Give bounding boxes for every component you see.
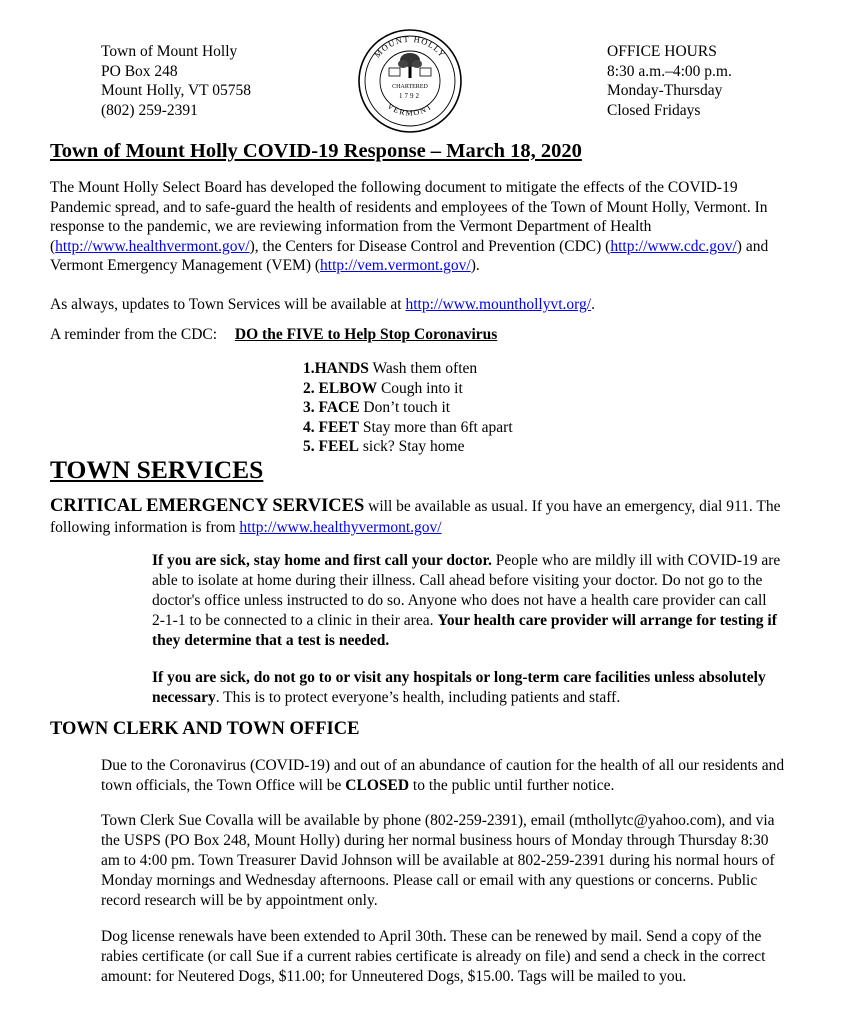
list-item: 2. ELBOW Cough into it — [303, 379, 463, 397]
svg-text:MOUNT HOLLY: MOUNT HOLLY — [372, 33, 449, 60]
cdc-link[interactable]: http://www.cdc.gov/ — [610, 237, 737, 255]
svg-text:1792: 1792 — [399, 92, 421, 100]
dog-license-paragraph: Dog license renewals have been extended to April 30th. These can be renewed by mail. Send a copy of the rabies certificate (or call Sue if a current rabies certificate is already on file) and send a check in the correct amount: for Neutered Dogs, $11.00; for Unneutered Dogs, $15.00. Tags will be mailed to you. — [101, 928, 766, 985]
hospital-advice-paragraph: If you are sick, do not go to or visit any hospitals or long-term care facilities unless absolutely necessary. This is to protect everyone’s health, including patients and staff. — [152, 669, 766, 706]
vem-link[interactable]: http://vem.vermont.gov/ — [320, 257, 471, 274]
updates-paragraph: As always, updates to Town Services will be available at http://www.mounthollyvt.org/. — [50, 296, 595, 313]
address-line: PO Box 248 — [101, 62, 178, 80]
healthvermont-link[interactable]: http://www.healthvermont.gov/ — [55, 237, 250, 255]
reminder-prefix: A reminder from the CDC: — [50, 326, 218, 343]
list-item: 3. FACE Don’t touch it — [303, 399, 451, 416]
address-line: Mount Holly, VT 05758 — [101, 82, 251, 99]
list-item: 5. FEEL sick? Stay home — [303, 438, 465, 455]
town-address-block — [101, 42, 251, 120]
hours-line: OFFICE HOURS — [607, 43, 717, 60]
town-services-heading: TOWN SERVICES — [50, 455, 264, 484]
hours-line: Monday-Thursday — [607, 82, 723, 99]
town-seal-logo — [357, 28, 463, 134]
office-hours-block — [607, 42, 732, 120]
intro-paragraph: The Mount Holly Select Board has developed the following document to mitigate the effects of the COVID-19 Pandemic spread, and to safe-guard the health of residents and employees of the Town of Mount Holly, Vermont. In response to the pandemic, we are reviewing information from the Vermont Department of Health (http://www.healthvermont.gov/), the Centers for Disease Control and Prevention (CDC) (http://www.cdc.gov/) and Vermont Emergency Management (VEM) (http://vem.vermont.gov/). — [50, 179, 769, 274]
reminder-heading: DO the FIVE to Help Stop Coronavirus — [234, 326, 498, 343]
healthyvermont-link[interactable]: http://www.healthyvermont.gov/ — [239, 519, 442, 536]
svg-text:CHARTERED: CHARTERED — [392, 84, 428, 90]
cdc-reminder — [50, 326, 497, 344]
office-closed-paragraph: Due to the Coronavirus (COVID-19) and out of an abundance of caution for the health of all our residents and town officials, the Town Office will be CLOSED to the public until further notice. — [101, 757, 785, 794]
address-line: (802) 259-2391 — [101, 101, 198, 119]
clerk-availability-paragraph: Town Clerk Sue Covalla will be available by phone (802-259-2391), email (mthollytc@yahoo.com), and via the USPS (PO Box 248, Mount Holly) during her normal business hours of Monday through Thursday 8:30 am to 4:00 pm. Town Treasurer David Johnson will be available at 802-259-2391 during his normal hours of Monday mornings and Wednesday afternoons. Please call or email with any questions or concerns. Public record research will be by appointment only. — [101, 812, 775, 909]
svg-text:VERMONT: VERMONT — [385, 101, 435, 118]
sick-advice-paragraph: If you are sick, stay home and first call your doctor. People who are mildly ill with COVID-19 are able to isolate at home during their illness. Call ahead before visiting your doctor. Do not go to the doctor's office unless instructed to do so. Anyone who does not have a health care provider can call 2-1-1 to be connected to a clinic in their area. Your health care provider will arrange for testing if they determine that a test is needed. — [152, 552, 781, 649]
hours-line: Closed Fridays — [607, 101, 701, 119]
five-steps-list — [303, 359, 513, 457]
page-title: Town of Mount Holly COVID-19 Response – March 18, 2020 — [50, 140, 582, 162]
critical-services-paragraph: CRITICAL EMERGENCY SERVICES will be available as usual. If you have an emergency, dial 911. The following information is from http://www.healthyvermont.gov/ — [50, 496, 781, 536]
list-item: 1.HANDS Wash them often — [303, 360, 478, 377]
list-item: 4. FEET Stay more than 6ft apart — [303, 418, 513, 436]
address-line: Town of Mount Holly — [101, 43, 238, 60]
town-clerk-heading: TOWN CLERK AND TOWN OFFICE — [50, 719, 360, 739]
hours-line: 8:30 a.m.–4:00 p.m. — [607, 62, 732, 80]
mounthollyvt-link[interactable]: http://www.mounthollyvt.org/ — [405, 296, 592, 313]
critical-services-heading: CRITICAL EMERGENCY SERVICES — [50, 496, 365, 516]
